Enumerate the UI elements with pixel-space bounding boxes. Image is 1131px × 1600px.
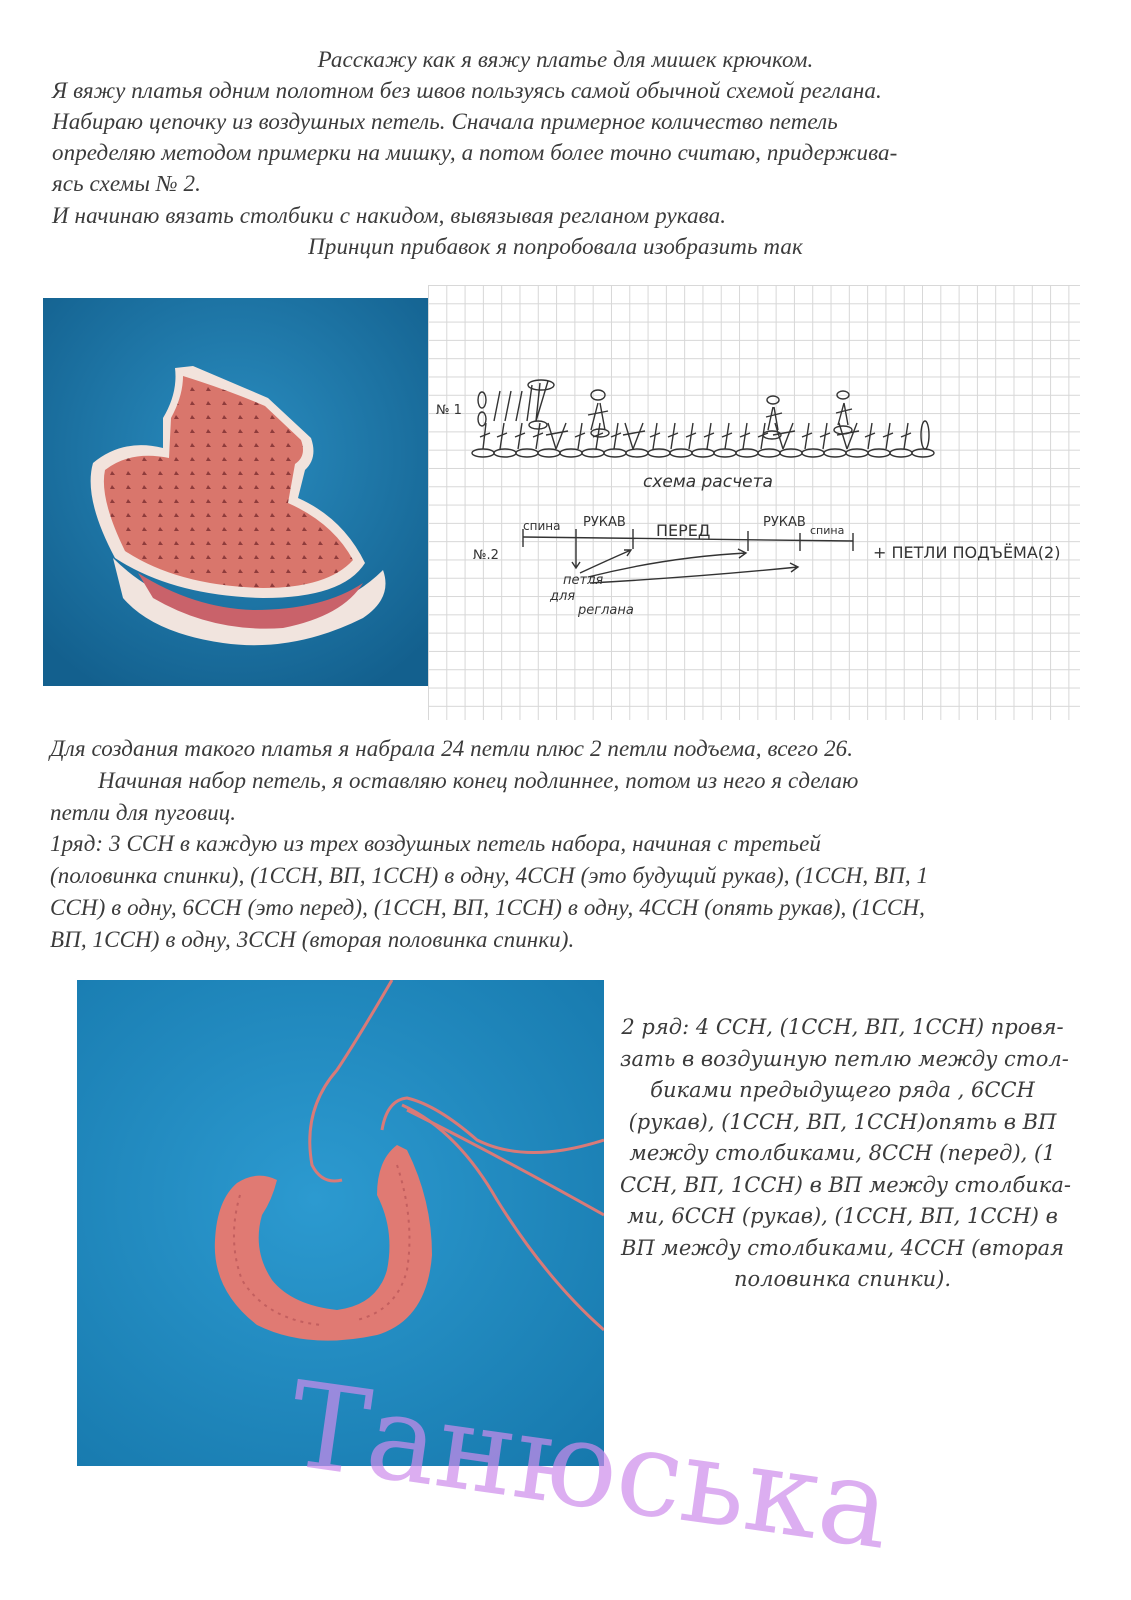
intro-line: определяю методом примерки на мишку, а потом более точно считаю, придержива- — [52, 140, 898, 165]
diagram-graph-paper — [428, 285, 1080, 720]
row2-line: ВП между столбиками, 4ССН (вторая — [621, 1235, 1064, 1260]
intro-line: Расскажу как я вяжу платье для мишек крючком. — [317, 47, 814, 72]
row2-line: ССН, ВП, 1ССН) в ВП между столбика- — [620, 1172, 1071, 1197]
intro-line: И начинаю вязать столбики с накидом, вывязывая регланом рукава. — [52, 203, 727, 228]
dress-photo — [43, 298, 428, 686]
instruction-line: ССН) в одну, 6ССН (это перед), (1ССН, ВП, 1ССН) в одну, 4ССН (опять рукав), (1ССН, — [50, 895, 925, 920]
row2-line: (рукав), (1ССН, ВП, 1ССН)опять в ВП — [628, 1109, 1057, 1134]
segment-back-right: спина — [810, 524, 845, 537]
instruction-line: Для создания такого платья я набрала 24 петли плюс 2 петли подъема, всего 26. — [50, 736, 854, 761]
crochet-dress-illustration — [43, 298, 428, 686]
intro-line: Принцип прибавок я попробовала изобразить так — [308, 234, 803, 259]
row2-line: 2 ряд: 4 ССН, (1ССН, ВП, 1ССН) провя- — [621, 1015, 1064, 1039]
row2-line: зать в воздушную петлю между стол- — [620, 1046, 1069, 1071]
instruction-line: 1ряд: 3 ССН в каждую из трех воздушных петель набора, начиная с третьей — [50, 831, 821, 856]
regl-note-line1: петля — [563, 573, 604, 588]
row2-line: ми, 6ССН (рукав), (1ССН, ВП, 1ССН) в — [627, 1204, 1058, 1228]
row2-line: между столбиками, 8ССН (перед), (1 — [629, 1141, 1056, 1165]
instruction-line: петли для пуговиц. — [50, 800, 237, 825]
instruction-line: ВП, 1ССН) в одну, 3ССН (вторая половинка спинки). — [50, 927, 575, 952]
scheme2-label: №.2 — [473, 548, 499, 563]
stitch-diagram-drawing — [428, 285, 1080, 720]
instruction-line: (половинка спинки), (1ССН, ВП, 1ССН) в одну, 4ССН (это будущий рукав), (1ССН, ВП, 1 — [50, 863, 929, 888]
segment-front: ПЕРЕД — [656, 521, 711, 540]
segment-back-left: спина — [523, 519, 561, 533]
instruction-line: Начиная набор петель, я оставляю конец подлиннее, потом из него я сделаю — [98, 768, 859, 793]
scheme2-suffix: + ПЕТЛИ ПОДЪЁМА(2) — [873, 543, 1061, 562]
segment-sleeve-left: РУКАВ — [583, 515, 626, 530]
increase-symbols — [478, 380, 852, 439]
intro-line: Набираю цепочку из воздушных петель. Сначала примерное количество петель — [52, 109, 838, 134]
regl-note-line3: реглана — [578, 603, 634, 618]
regl-note-line2: для — [550, 589, 576, 604]
scheme1-caption: схема расчета — [643, 472, 773, 492]
scheme1-label: № 1 — [436, 403, 462, 418]
chain-stitches — [472, 449, 934, 457]
row2-line: половинка спинки). — [733, 1267, 952, 1291]
segment-sleeve-right: РУКАВ — [763, 515, 806, 530]
author-watermark: Танюська — [280, 1355, 899, 1576]
row2-line: биками предыдущего ряда , 6ССН — [650, 1078, 1035, 1102]
intro-line: Я вяжу платья одним полотном без швов пользуясь самой обычной схемой реглана. — [52, 78, 882, 103]
row2-text — [620, 1012, 1071, 1296]
intro-line: ясь схемы № 2. — [52, 171, 201, 196]
